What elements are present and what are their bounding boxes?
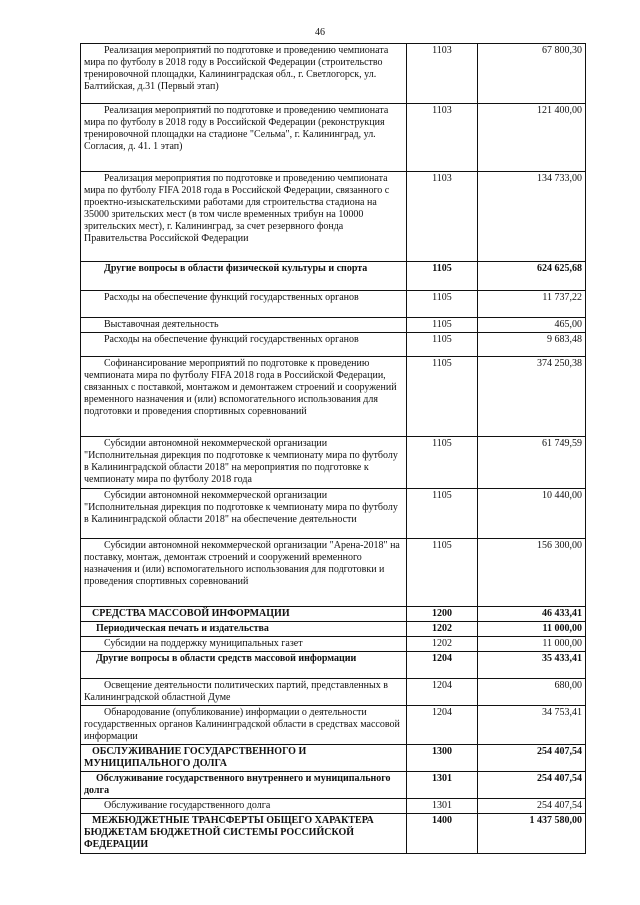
table-row: [81, 814, 586, 854]
section-code: 1204: [407, 679, 478, 706]
section-code: 1400: [407, 814, 478, 854]
amount: 156 300,00: [478, 539, 586, 607]
section-code: 1105: [407, 539, 478, 607]
expense-name: Субсидии автономной некоммерческой организации "Арена-2018" на поставку, монтаж, демонтаж строений и сооружений временного назначения и (или) вспомогательного использования для подготовки и проведения спортивных соревнований: [81, 539, 407, 607]
expense-name: Реализация мероприятий по подготовке и проведению чемпионата мира по футболу в 2018 году в Российской Федерации (строительство тренировочной площадки, Калининградская обл., г. Светлогорск, ул. Балтийская, д.31 (Первый этап): [81, 44, 407, 104]
section-code: 1103: [407, 44, 478, 104]
amount: 134 733,00: [478, 172, 586, 262]
expense-name: Другие вопросы в области физической культуры и спорта: [81, 262, 407, 291]
table-row: [81, 799, 586, 814]
expense-name: Периодическая печать и издательства: [81, 622, 407, 637]
expense-name: Субсидии автономной некоммерческой организации "Исполнительная дирекция по подготовке к чемпионату мира по футболу в Калининградской области 2018" на обеспечение деятельности: [81, 489, 407, 539]
table-row: [81, 622, 586, 637]
expense-name: СРЕДСТВА МАССОВОЙ ИНФОРМАЦИИ: [81, 607, 407, 622]
section-code: 1105: [407, 318, 478, 333]
expense-name: Реализация мероприятий по подготовке и проведению чемпионата мира по футболу в 2018 году в Российской Федерации (реконструкция тренировочной площадки на стадионе "Сельма", г. Калининград, ул. Согласия, д. 41. 1 этап): [81, 104, 407, 172]
table-row: [81, 262, 586, 291]
table-row: [81, 104, 586, 172]
expense-name: Субсидии на поддержку муниципальных газет: [81, 637, 407, 652]
section-code: 1105: [407, 437, 478, 489]
section-code: 1202: [407, 637, 478, 652]
section-code: 1105: [407, 262, 478, 291]
amount: 1 437 580,00: [478, 814, 586, 854]
table-row: [81, 679, 586, 706]
expense-name: ОБСЛУЖИВАНИЕ ГОСУДАРСТВЕННОГО И МУНИЦИПАЛЬНОГО ДОЛГА: [81, 745, 407, 772]
table-row: [81, 291, 586, 318]
expense-name: Освещение деятельности политических партий, представленных в Калининградской областной Думе: [81, 679, 407, 706]
table-row: [81, 637, 586, 652]
amount: 9 683,48: [478, 333, 586, 357]
amount: 254 407,54: [478, 772, 586, 799]
table-row: [81, 745, 586, 772]
expense-name: Другие вопросы в области средств массовой информации: [81, 652, 407, 679]
section-code: 1105: [407, 489, 478, 539]
amount: 11 000,00: [478, 622, 586, 637]
table-row: [81, 607, 586, 622]
expense-name: Выставочная деятельность: [81, 318, 407, 333]
expense-name: МЕЖБЮДЖЕТНЫЕ ТРАНСФЕРТЫ ОБЩЕГО ХАРАКТЕРА БЮДЖЕТАМ БЮДЖЕТНОЙ СИСТЕМЫ РОССИЙСКОЙ ФЕДЕРАЦИИ: [81, 814, 407, 854]
expense-name: Софинансирование мероприятий по подготовке к проведению чемпионата мира по футболу FIFA 2018 года в Российской Федерации, связанных с поставкой, монтажом и демонтажем строений и сооружений временного назначения и (или) вспомогательного использования для подготовки и проведения спортивных соревнований: [81, 357, 407, 437]
amount: 35 433,41: [478, 652, 586, 679]
section-code: 1204: [407, 652, 478, 679]
amount: 11 737,22: [478, 291, 586, 318]
amount: 46 433,41: [478, 607, 586, 622]
table-row: [81, 652, 586, 679]
table-row: [81, 489, 586, 539]
amount: 61 749,59: [478, 437, 586, 489]
table-row: [81, 772, 586, 799]
amount: 624 625,68: [478, 262, 586, 291]
table-row: [81, 539, 586, 607]
expense-name: Обслуживание государственного долга: [81, 799, 407, 814]
table-row: [81, 437, 586, 489]
amount: 11 000,00: [478, 637, 586, 652]
section-code: 1105: [407, 357, 478, 437]
expense-name: Субсидии автономной некоммерческой организации "Исполнительная дирекция по подготовке к чемпионату мира по футболу в Калининградской области 2018" на мероприятия по подготовке к чемпионату мира по футболу 2018 года: [81, 437, 407, 489]
expense-name: Обнародование (опубликование) информации о деятельности государственных органов Калининградской области в средствах массовой информации: [81, 706, 407, 745]
amount: 34 753,41: [478, 706, 586, 745]
table-row: [81, 706, 586, 745]
section-code: 1200: [407, 607, 478, 622]
amount: 254 407,54: [478, 745, 586, 772]
budget-table: [80, 43, 586, 854]
amount: 10 440,00: [478, 489, 586, 539]
amount: 374 250,38: [478, 357, 586, 437]
section-code: 1204: [407, 706, 478, 745]
table-row: [81, 333, 586, 357]
table-row: [81, 357, 586, 437]
section-code: 1202: [407, 622, 478, 637]
amount: 67 800,30: [478, 44, 586, 104]
section-code: 1301: [407, 799, 478, 814]
amount: 465,00: [478, 318, 586, 333]
page-number: 46: [315, 27, 325, 38]
amount: 254 407,54: [478, 799, 586, 814]
expense-name: Расходы на обеспечение функций государственных органов: [81, 333, 407, 357]
table-row: [81, 318, 586, 333]
section-code: 1103: [407, 104, 478, 172]
table-row: [81, 172, 586, 262]
expense-name: Расходы на обеспечение функций государственных органов: [81, 291, 407, 318]
expense-name: Реализация мероприятия по подготовке и проведению чемпионата мира по футболу FIFA 2018 года в Российской Федерации, связанного с проектно-изыскательскими работами для строительства стадиона на 35000 зрительских мест (в том числе временных трибун на 10000 зрительских мест), г. Калининград, за счет резервного фонда Правительства Российской Федерации: [81, 172, 407, 262]
section-code: 1103: [407, 172, 478, 262]
section-code: 1105: [407, 291, 478, 318]
section-code: 1300: [407, 745, 478, 772]
expense-name: Обслуживание государственного внутреннего и муниципального долга: [81, 772, 407, 799]
section-code: 1105: [407, 333, 478, 357]
table-row: [81, 44, 586, 104]
amount: 680,00: [478, 679, 586, 706]
amount: 121 400,00: [478, 104, 586, 172]
section-code: 1301: [407, 772, 478, 799]
